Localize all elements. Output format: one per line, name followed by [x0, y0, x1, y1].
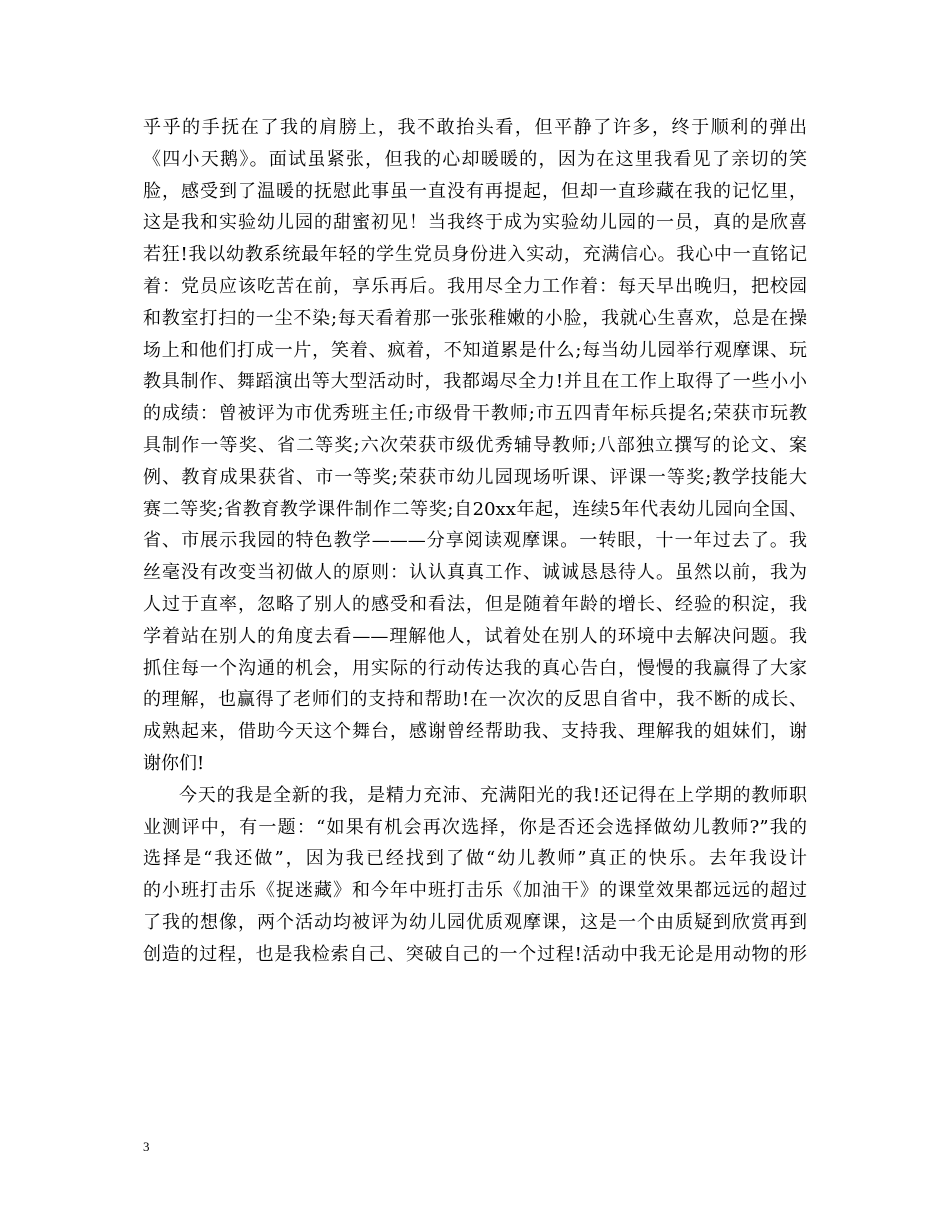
text-line: 的成绩：曾被评为市优秀班主任;市级骨干教师;市五四青年标兵提名;荣获市玩教: [143, 403, 807, 425]
text-line: 谢你们!: [143, 752, 205, 774]
text-line: 选择是“我还做”，因为我已经找到了做“幼儿教师”真正的快乐。去年我设计: [143, 848, 807, 870]
text-line: 人过于直率，忽略了别人的感受和看法，但是随着年龄的增长、经验的积淀，我: [143, 593, 807, 615]
text-line: 抓住每一个沟通的机会，用实际的行动传达我的真心告白，慢慢的我赢得了大家: [143, 657, 807, 679]
body-text: [143, 112, 807, 971]
paragraph-first-line: 今天的我是全新的我，是精力充沛、充满阳光的我!还记得在上学期的教师职: [179, 784, 807, 806]
text-line: 和教室打扫的一尘不染;每天看着那一张张稚嫩的小脸，我就心生喜欢，总是在操: [143, 307, 807, 329]
text-line: 的理解，也赢得了老师们的支持和帮助!在一次次的反思自省中，我不断的成长、: [143, 689, 807, 711]
text-line: 这是我和实验幼儿园的甜蜜初见！当我终于成为实验幼儿园的一员，真的是欣喜: [143, 212, 807, 234]
text-line: 成熟起来，借助今天这个舞台，感谢曾经帮助我、支持我、理解我的姐妹们，谢: [143, 721, 807, 743]
text-line: 了我的想像，两个活动均被评为幼儿园优质观摩课，这是一个由质疑到欣赏再到: [143, 911, 807, 933]
text-line: 丝毫没有改变当初做人的原则：认认真真工作、诚诚恳恳待人。虽然以前，我为: [143, 562, 807, 584]
text-line: 着：党员应该吃苦在前，享乐再后。我用尽全力工作着：每天早出晚归，把校园: [143, 275, 807, 297]
text-line: 赛二等奖;省教育教学课件制作二等奖;自20xx年起，连续5年代表幼儿园向全国、: [143, 498, 807, 520]
text-line: 教具制作、舞蹈演出等大型活动时，我都竭尽全力!并且在工作上取得了一些小小: [143, 371, 807, 393]
text-line: 脸，感受到了温暖的抚慰此事虽一直没有再提起，但却一直珍藏在我的记忆里，: [143, 180, 807, 202]
text-line: 若狂!我以幼教系统最年轻的学生党员身份进入实动，充满信心。我心中一直铭记: [143, 244, 807, 266]
text-line: 创造的过程，也是我检索自己、突破自己的一个过程!活动中我无论是用动物的形: [143, 943, 807, 965]
text-line: 例、教育成果获省、市一等奖;荣获市幼儿园现场听课、评课一等奖;教学技能大: [143, 466, 807, 488]
page-number: 3: [143, 1139, 150, 1154]
text-line: 乎乎的手抚在了我的肩膀上，我不敢抬头看，但平静了许多，终于顺利的弹出: [143, 117, 807, 138]
text-line: 《四小天鹅》。面试虽紧张，但我的心却暖暖的，因为在这里我看见了亲切的笑: [143, 148, 807, 170]
text-line: 的小班打击乐《捉迷藏》和今年中班打击乐《加油干》的课堂效果都远远的超过: [143, 880, 807, 902]
text-line: 学着站在别人的角度去看——理解他人，试着处在别人的环境中去解决问题。我: [143, 625, 807, 647]
text-line: 省、市展示我园的特色教学———分享阅读观摩课。一转眼，十一年过去了。我: [143, 530, 807, 552]
text-line: 具制作一等奖、省二等奖;六次荣获市级优秀辅导教师;八部独立撰写的论文、案: [143, 434, 807, 456]
text-line: 场上和他们打成一片，笑着、疯着，不知道累是什么;每当幼儿园举行观摩课、玩: [143, 339, 807, 361]
text-line: 业测评中，有一题：“如果有机会再次选择，你是否还会选择做幼儿教师?”我的: [143, 816, 807, 838]
